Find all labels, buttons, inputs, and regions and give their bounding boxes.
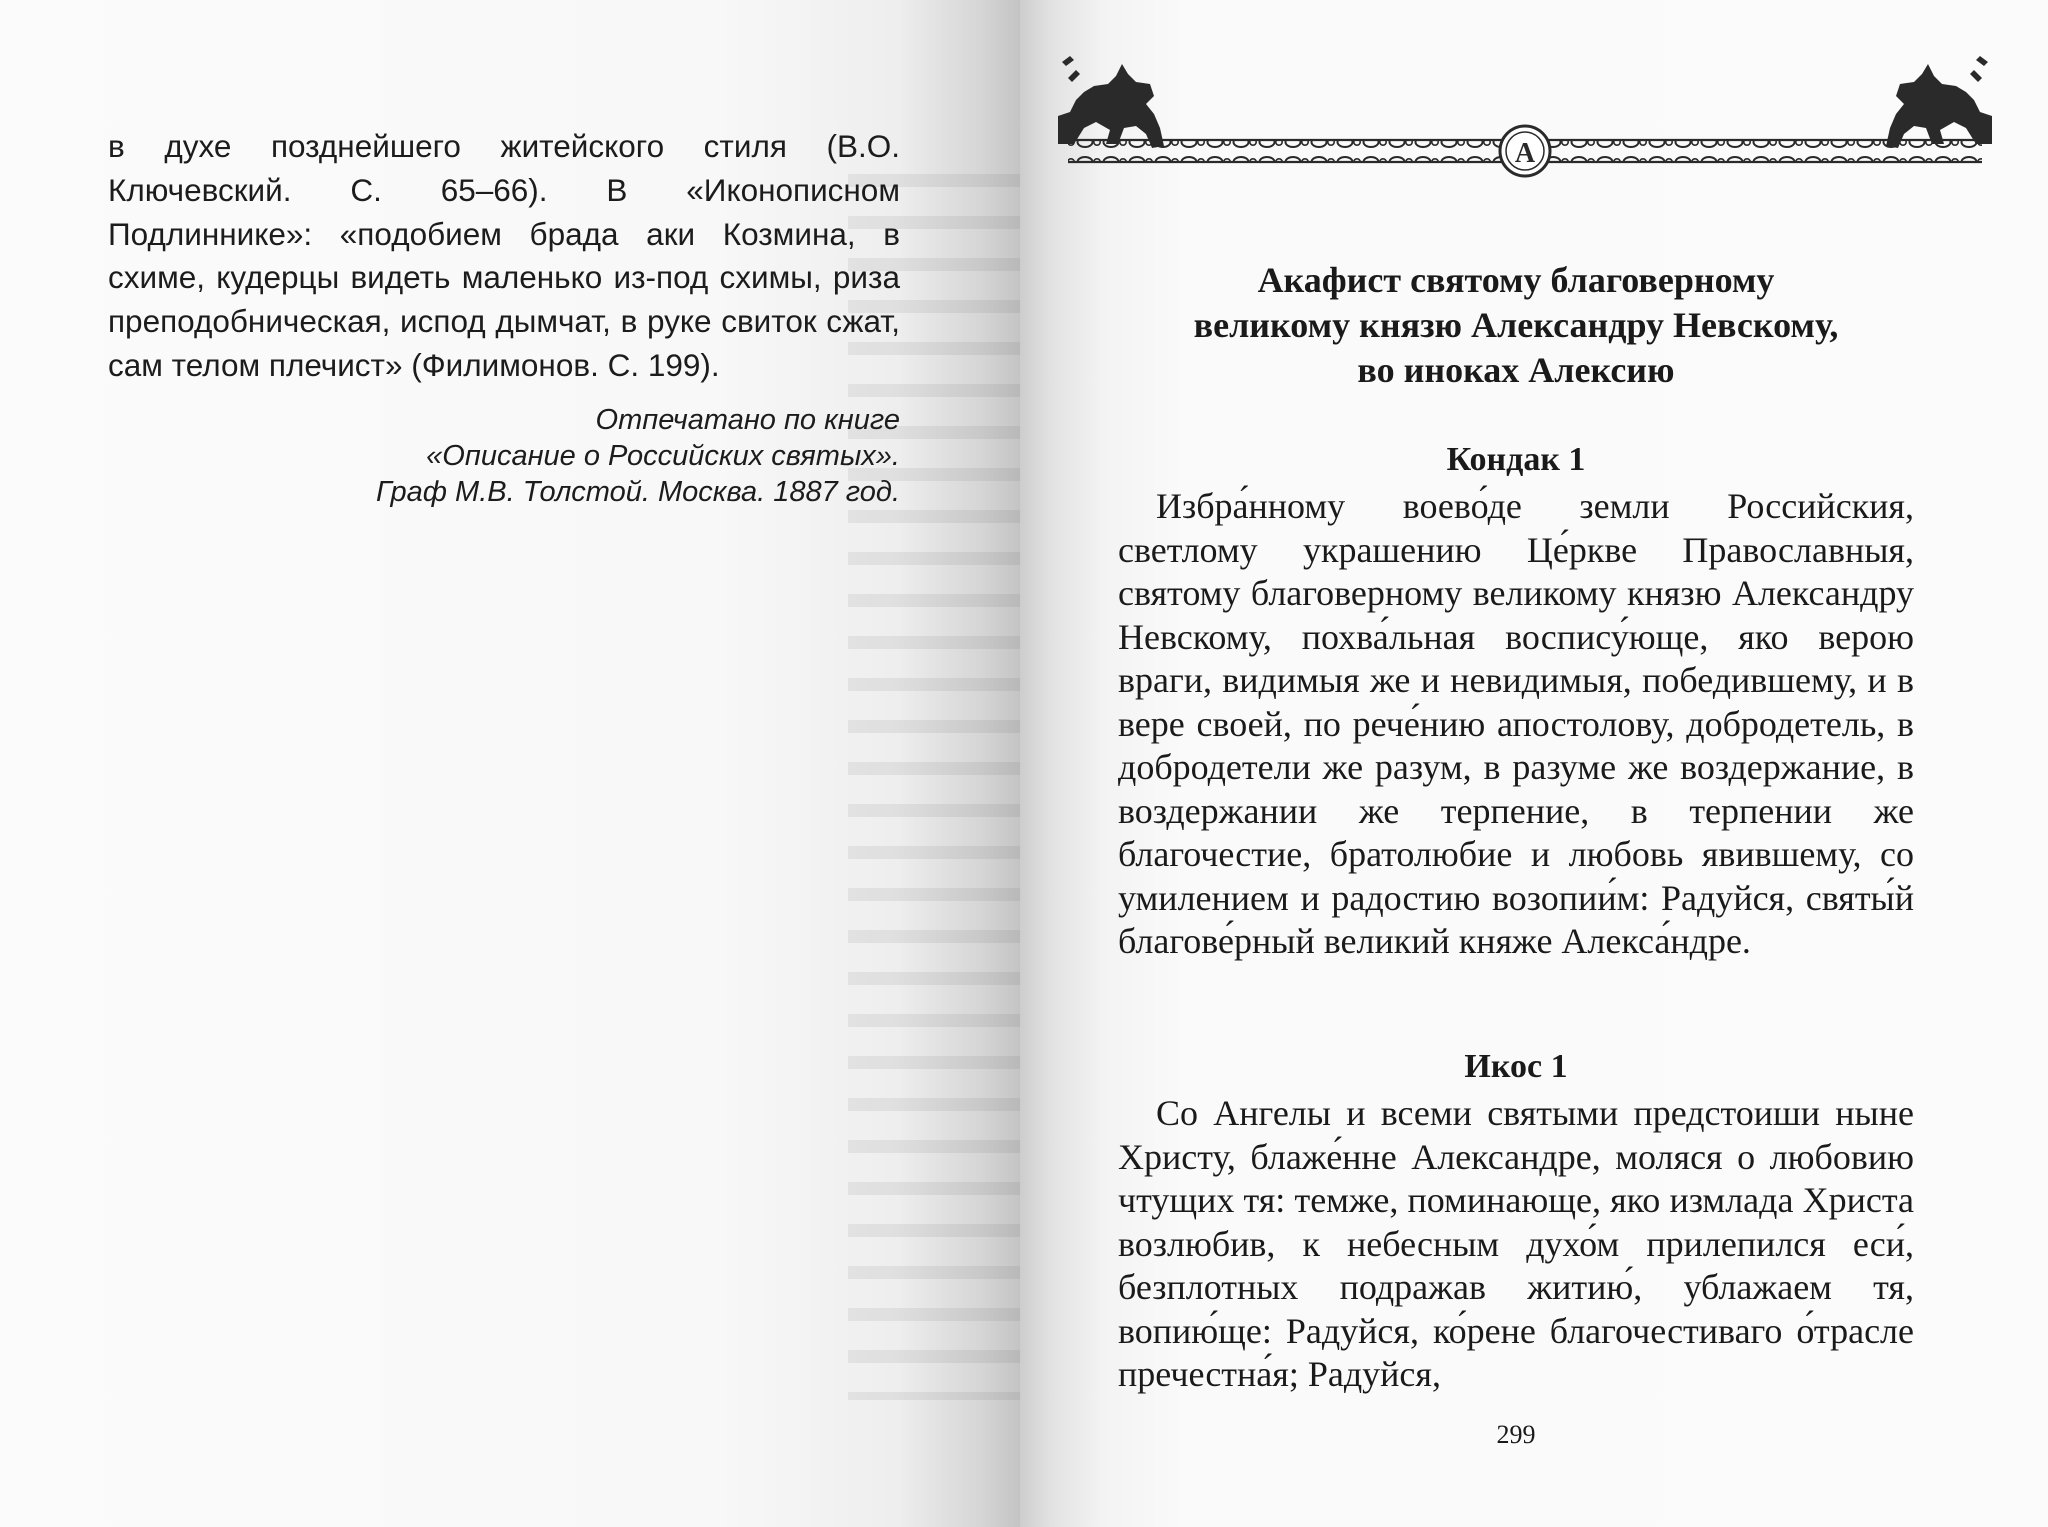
title-line-3: во иноках Алексию: [1357, 350, 1675, 390]
kondak-heading: Кондак 1: [1446, 441, 1586, 478]
colophon-line-2: «Описание о Российских святых».: [426, 440, 900, 472]
kondak-text: Избра́нному воево́де земли Российския, светлому украшению Це́ркве Православныя, святому благоверному великому князю Александру Невскому, похва́льная воспису́юще, яко верою враги, видимыя же и невидимыя, победившему, и в вере своей, по рече́нию апостолову, добродетель, в добродетели же разум, в разуме же воздержание, в воздержании же терпение, в терпении же благочестие, братолюбие и любовь явившему, со умилением и радостию возопии́м: Радуйся, святы́й благове́рный великий княже Алекса́ндре.: [1118, 486, 1914, 961]
left-page: [0, 0, 1020, 1527]
title-line-1: Акафист святому благоверному: [1257, 260, 1775, 300]
center-medallion: [1500, 126, 1550, 176]
colophon: [300, 402, 900, 510]
ikos-heading: Икос 1: [1464, 1048, 1568, 1085]
colophon-line-3: Граф М.В. Толстой. Москва. 1887 год.: [376, 476, 900, 508]
left-paragraph: в духе позднейшего житейского стиля (В.О. Ключевский. С. 65–66). В «Иконописном Подлиннике»: «подобием брада аки Козмина, в схиме, кудерцы видеть маленько из-под схимы, риза преподобническая, испод дымчат, в руке свиток сжат, сам телом плечист» (Филимонов. С. 199).: [108, 128, 900, 383]
left-page-text: [108, 125, 900, 388]
akathist-title: [1118, 258, 1914, 393]
left-rider-icon: [1058, 56, 1164, 148]
medallion-letter: А: [1514, 138, 1536, 169]
title-line-2: великому князю Александру Невскому,: [1193, 305, 1839, 345]
ikos-text: Со Ангелы и всеми святыми предстоиши ныне Христу, блаже́нне Александре, моляся о любовию чтущих тя: темже, поминающе, яко измлада Христа возлюбив, к небесным духо́м прилепился еси́, безплотных подражав житию́, ублажаем тя, вопию́ще: Радуйся, ко́рене благочестиваго о́трасле пречестна́я; Радуйся,: [1118, 1093, 1914, 1394]
colophon-line-1: Отпечатано по книге: [595, 404, 900, 436]
right-rider-icon: [1886, 56, 1992, 148]
page-number: 299: [1496, 1420, 1536, 1449]
header-ornament: [1050, 52, 2000, 180]
